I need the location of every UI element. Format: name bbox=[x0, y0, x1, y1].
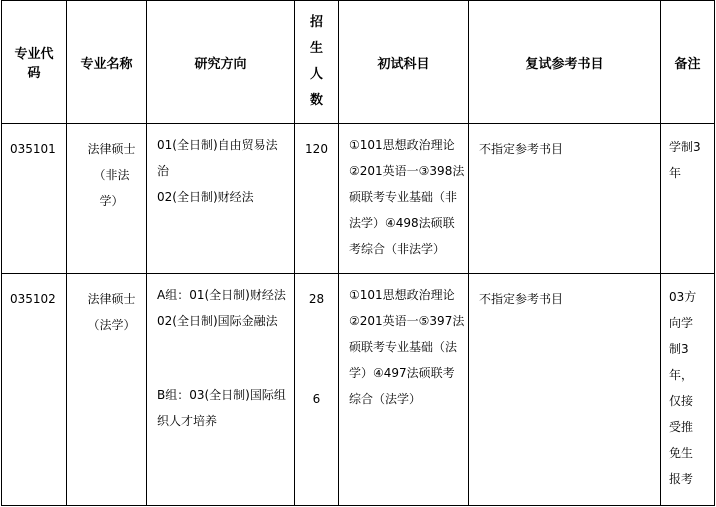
name-line: 学） bbox=[99, 194, 124, 208]
header-row bbox=[2, 1, 715, 124]
note-line: 学制3 bbox=[669, 140, 701, 154]
exam-line: 考综合（非法学） bbox=[349, 242, 446, 256]
name-line: 法律硕士 bbox=[87, 142, 136, 156]
note-line: 年， bbox=[669, 368, 694, 382]
cell-note bbox=[661, 124, 715, 274]
note-line: 免生 bbox=[669, 446, 694, 460]
cell-name bbox=[67, 274, 147, 506]
header-enrollment-char: 招 bbox=[309, 15, 323, 30]
header-code: 专业代码 bbox=[2, 1, 67, 124]
header-note: 备注 bbox=[661, 1, 715, 124]
header-enrollment-char: 生 bbox=[309, 41, 323, 56]
direction-line: 织人才培养 bbox=[157, 414, 218, 428]
direction-line: 01(全日制)自由贸易法 bbox=[157, 138, 278, 152]
name-line: 法律硕士 bbox=[87, 292, 136, 306]
cell-exam bbox=[339, 124, 469, 274]
header-direction: 研究方向 bbox=[147, 1, 295, 124]
note-line: 向学 bbox=[669, 316, 694, 330]
exam-line: 硕联考专业基础（法 bbox=[349, 340, 458, 354]
direction-line: 02(全日制)国际金融法 bbox=[157, 314, 278, 328]
note-line: 03方 bbox=[669, 290, 697, 304]
note-line: 制3 bbox=[669, 342, 689, 356]
header-books: 复试参考书目 bbox=[469, 1, 661, 124]
cell-books: 不指定参考书目 bbox=[469, 124, 661, 274]
cell-enrollment: 120 bbox=[295, 124, 339, 274]
cell-code: 035102 bbox=[2, 274, 67, 506]
exam-line: 综合（法学） bbox=[349, 392, 422, 406]
direction-line: 治 bbox=[157, 164, 170, 178]
note-line: 受推 bbox=[669, 420, 694, 434]
exam-line: 硕联考专业基础（非 bbox=[349, 190, 458, 204]
cell-enrollment bbox=[295, 274, 339, 506]
enrollment-b: 6 bbox=[312, 392, 321, 406]
table-row bbox=[2, 124, 715, 274]
cell-code: 035101 bbox=[2, 124, 67, 274]
note-line: 年 bbox=[669, 166, 682, 180]
header-enrollment-char: 人 bbox=[309, 67, 323, 82]
exam-line: ①101思想政治理论 bbox=[349, 138, 455, 152]
cell-exam bbox=[339, 274, 469, 506]
enrollment-a: 28 bbox=[308, 292, 325, 306]
name-line: （法学） bbox=[87, 318, 136, 332]
table-row bbox=[2, 274, 715, 506]
admissions-table bbox=[1, 0, 715, 506]
note-line: 仅接 bbox=[669, 394, 694, 408]
exam-line: 法学）④498法硕联 bbox=[349, 216, 455, 230]
header-exam: 初试科目 bbox=[339, 1, 469, 124]
direction-line: B组：03(全日制)国际组 bbox=[157, 388, 286, 402]
direction-line: A组：01(全日制)财经法 bbox=[157, 288, 286, 302]
cell-note bbox=[661, 274, 715, 506]
exam-line: ②201英语一③398法 bbox=[349, 164, 465, 178]
direction-line: 02(全日制)财经法 bbox=[157, 190, 254, 204]
cell-direction bbox=[147, 124, 295, 274]
exam-line: ②201英语一⑤397法 bbox=[349, 314, 465, 328]
cell-direction bbox=[147, 274, 295, 506]
cell-name bbox=[67, 124, 147, 274]
name-line: （非法 bbox=[93, 168, 130, 182]
header-enrollment-char: 数 bbox=[309, 93, 323, 108]
header-enrollment bbox=[295, 1, 339, 124]
cell-books: 不指定参考书目 bbox=[469, 274, 661, 506]
exam-line: 学）④497法硕联考 bbox=[349, 366, 455, 380]
exam-line: ①101思想政治理论 bbox=[349, 288, 455, 302]
note-line: 报考 bbox=[669, 472, 694, 486]
header-name: 专业名称 bbox=[67, 1, 147, 124]
